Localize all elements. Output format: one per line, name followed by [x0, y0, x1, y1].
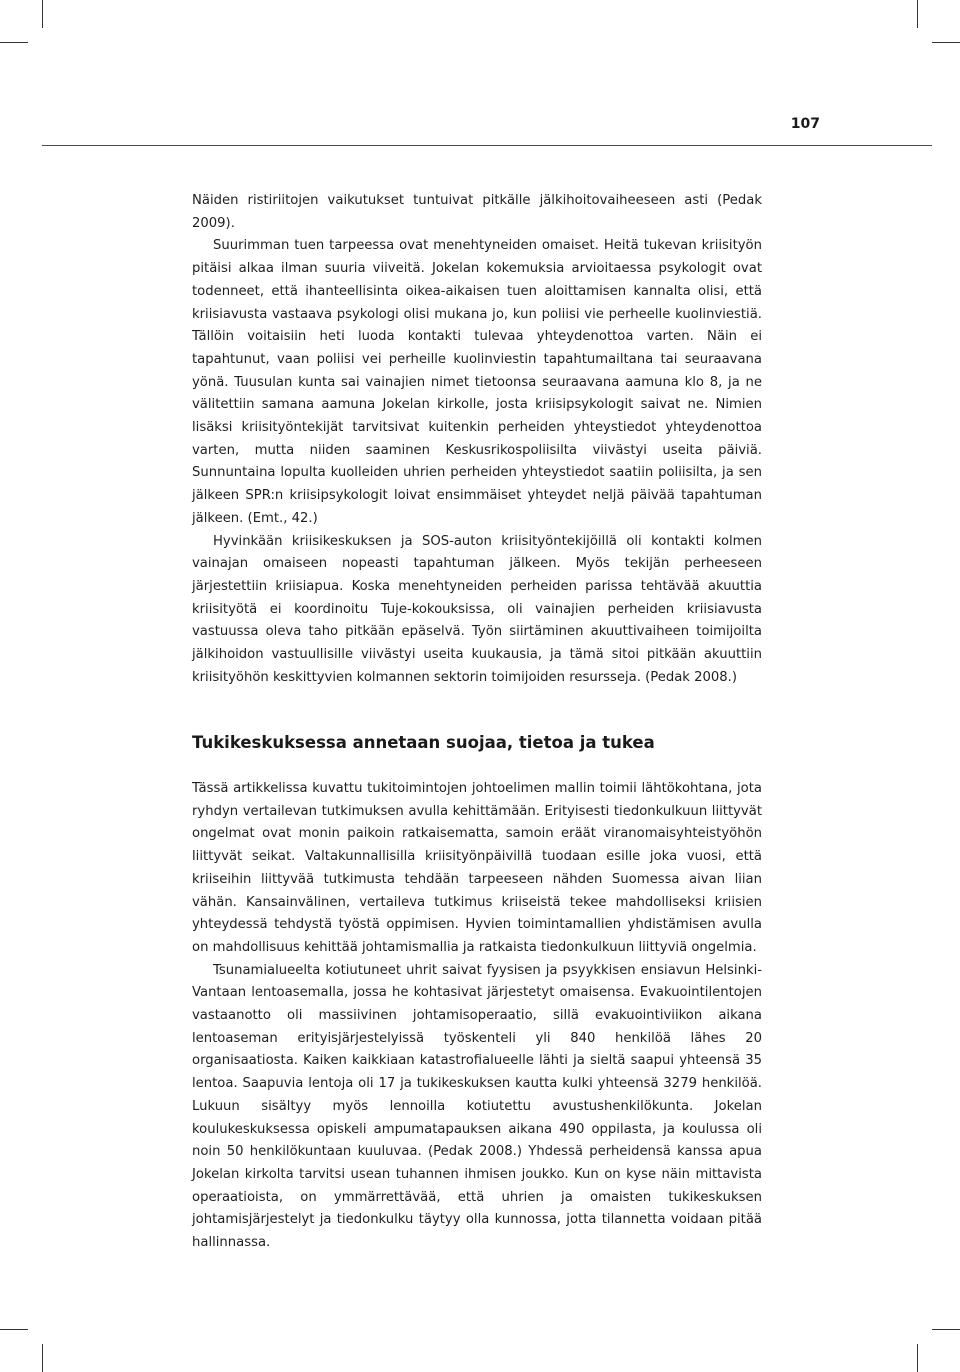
- paragraph: Näiden ristiriitojen vaikutukset tuntuivat pitkälle jälkihoitovaiheeseen asti (Pedak 2009).: [192, 193, 762, 231]
- crop-mark-bottom-right-horizontal: [932, 1329, 960, 1330]
- crop-mark-top-right-horizontal: [932, 42, 960, 43]
- crop-mark-top-left-vertical: [42, 0, 43, 28]
- body-text-section-1: [192, 190, 762, 689]
- crop-mark-bottom-left-horizontal: [0, 1329, 28, 1330]
- paragraph: Tsunamialueelta kotiutuneet uhrit saivat fyysisen ja psyykkisen ensiavun Helsinki-Vantaan lentoasemalla, jossa he kohtasivat järjestetyt omaisensa. Evakuointilentojen vastaanotto oli massiivinen johtamisoperaatio, sillä evakuointiviikon aikana lentoaseman erityisjärjestelyissä työskenteli yli 840 henkilöä lähes 20 organisaatiosta. Kaiken kaikkiaan katastrofialueelle lähti ja sieltä saapui yhteensä 35 lentoa. Saapuvia lentoja oli 17 ja tukikeskuksen kautta kulki yhteensä 3279 henkilöä. Lukuun sisältyy myös lennoilla kotiutettu avustushenkilökunta. Jokelan koulukeskuksessa opiskeli ampumatapauksen aikana 490 oppilasta, ja koulussa oli noin 50 henkilökuntaan kuuluvaa. (Pedak 2008.) Yhdessä perheidensä kanssa apua Jokelan kirkolta tarvitsi usean tuhannen ihmisen joukko. Kun on kyse näin mittavista operaatioista, on ymmärrettävää, että uhrien ja omaisten tukikeskuksen johtamisjärjestelyt ja tiedonkulku täytyy olla kunnossa, jotta tilannetta voidaan pitää hallinnassa.: [192, 962, 762, 1251]
- crop-mark-bottom-left-vertical: [42, 1344, 43, 1372]
- body-text-section-2: [192, 778, 762, 1255]
- paragraph: Tässä artikkelissa kuvattu tukitoimintojen johtoelimen mallin toimii lähtökohtana, jota ryhdyn vertailevan tutkimuksen avulla kehittämään. Erityisesti tiedonkulkuun liittyvät ongelmat ovat monin paikoin ratkaisematta, samoin eräät viranomaisyhteistyöhön liittyvät seikat. Valtakunnallisilla kriisityönpäivillä tuodaan esille joka vuosi, että kriiseihin liittyvää tutkimusta tehdään tarpeeseen nähden Suomessa aivan liian vähän. Kansainvälinen, vertaileva tutkimus kriiseistä tekee mahdolliseksi kriisien yhteydessä tehdystä työstä oppimisen. Hyvien toimintamallien yhdistämisen avulla on mahdollisuus kehittää johtamismallia ja ratkaista tiedonkulkuun liittyviä ongelmia.: [192, 781, 762, 955]
- header-rule: [42, 145, 932, 146]
- crop-mark-bottom-right-vertical: [917, 1344, 918, 1372]
- paragraph: Suurimman tuen tarpeessa ovat menehtyneiden omaiset. Heitä tukevan kriisityön pitäisi alkaa ilman suuria viiveitä. Jokelan kokemuksia arvioitaessa psykologit ovat todenneet, että ihanteellisinta oikea-aikaisen tuen aloittamisen kannalta olisi, että kriisiavusta vastaava psykologi olisi mukana jo, kun poliisi vie perheelle kuolinviestiä. Tällöin voitaisiin heti luoda kontakti tulevaa yhteydenottoa varten. Näin ei tapahtunut, vaan poliisi vei perheille kuolinviestin tapahtumailtana tai seuraavana yönä. Tuusulan kunta sai vainajien nimet tietoonsa seuraavana aamuna klo 8, ja ne välitettiin samana aamuna Jokelan kirkolle, josta kriisipsykologit saivat ne. Nimien lisäksi kriisityöntekijät tarvitsivat kuitenkin perheiden yhteystiedot yhteydenottoa varten, mutta niiden saaminen Keskusrikospoliisilta viivästyi useita päiviä. Sunnuntaina lopulta kuolleiden uhrien perheiden yhteystiedot saatiin poliisilta, ja sen jälkeen SPR:n kriisipsykologit loivat ensimmäiset yhteydet neljä päivää tapahtuman jälkeen. (Emt., 42.): [192, 238, 762, 526]
- page-number: 107: [790, 116, 820, 132]
- section-heading: Tukikeskuksessa annetaan suojaa, tietoa ja tukea: [192, 733, 655, 752]
- crop-mark-top-left-horizontal: [0, 42, 28, 43]
- crop-mark-top-right-vertical: [917, 0, 918, 28]
- paragraph: Hyvinkään kriisikeskuksen ja SOS-auton kriisityöntekijöillä oli kontakti kolmen vainajan omaiseen nopeasti tapahtuman jälkeen. Myös tekijän perheeseen järjestettiin kriisiapua. Koska menehtyneiden perheiden parissa tehtävää akuuttia kriisityötä ei koordinoitu Tuje-kokouksissa, oli vainajien perheiden kriisiavusta vastuussa oleva taho pitkään epäselvä. Työn siirtäminen akuuttivaiheen toimijoilta jälkihoidon vastuullisille viivästyi useita kuukausia, ja tämä sitoi pitkään akuuttiin kriisityöhön keskittyvien kolmannen sektorin toimijoiden resursseja. (Pedak 2008.): [192, 533, 762, 685]
